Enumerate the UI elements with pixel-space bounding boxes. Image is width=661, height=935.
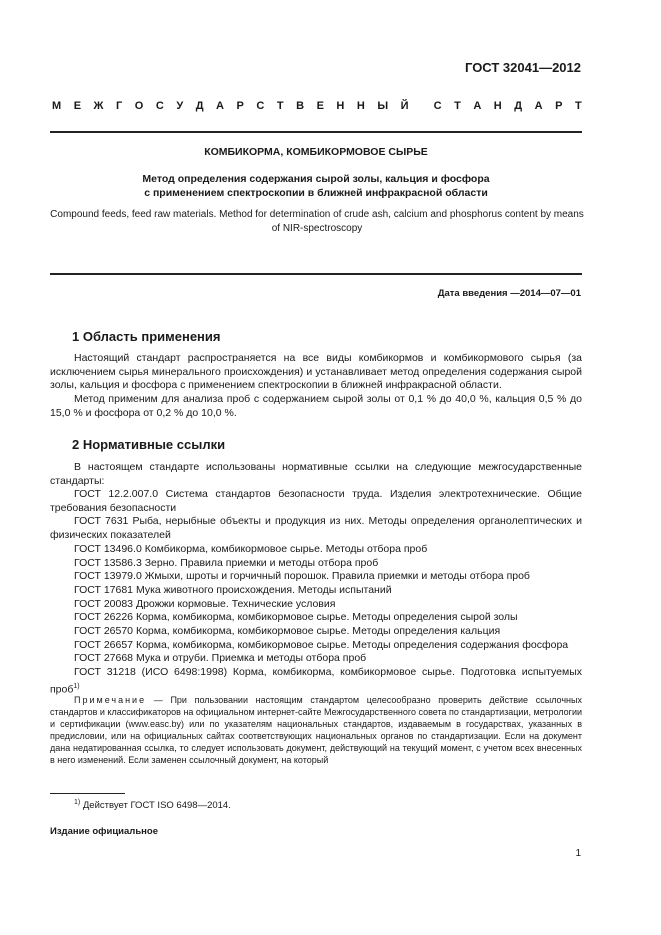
note-paragraph bbox=[50, 694, 582, 767]
header-letter: Т bbox=[276, 100, 284, 112]
footnote-mark: 1) bbox=[73, 682, 80, 690]
header-letter: Й bbox=[400, 100, 409, 112]
header-letter: У bbox=[176, 100, 184, 112]
header-letter: С bbox=[256, 100, 265, 112]
introduction-date: Дата введения —2014—07—01 bbox=[437, 288, 581, 299]
reference-text: Комбикорма, комбикормовое сырье. Методы отбора проб bbox=[144, 542, 428, 555]
header-letter: Р bbox=[236, 100, 244, 112]
reference-text: (ИСО 6498:1998) Корма, комбикорма, комбикормовое сырье. Подготовка испытуемых проб bbox=[50, 666, 582, 696]
reference-text: Мука и отруби. Приемка и методы отбора проб bbox=[135, 652, 367, 665]
english-title: Compound feeds, feed raw materials. Method for determination of crude ash, calcium and phosphorus content by means of NIR-spectroscopy bbox=[50, 209, 584, 234]
reference-text: Корма, комбикорма, комбикормовое сырье. Методы определения содержания фосфора bbox=[135, 638, 569, 651]
reference-text: Жмыхи, шроты и горчичный порошок. Правила приемки и методы отбора проб bbox=[144, 570, 530, 583]
reference-text: Зерно. Правила приемки и методы отбора проб bbox=[144, 556, 379, 569]
page-number: 1 bbox=[575, 848, 581, 859]
header-letter: О bbox=[134, 100, 144, 112]
reference-code: ГОСТ 20083 bbox=[74, 597, 134, 610]
footnote-separator bbox=[50, 793, 125, 794]
header-letter: М bbox=[52, 100, 62, 112]
header-letter: Г bbox=[116, 100, 123, 112]
header-letter: Ж bbox=[93, 100, 104, 112]
reference-code: ГОСТ 12.2.007.0 bbox=[74, 488, 159, 500]
edition-label: Издание официальное bbox=[50, 826, 158, 837]
reference-code: ГОСТ 13586.3 bbox=[74, 556, 142, 569]
reference-text: Дрожжи кормовые. Технические условия bbox=[135, 597, 336, 610]
footnote: $^{1)}$ Действует ГОСТ ISO 6498—2014. bbox=[74, 799, 231, 812]
header-letter: С bbox=[433, 100, 442, 112]
header-letter: Р bbox=[555, 100, 563, 112]
header-letter: А bbox=[216, 100, 224, 112]
reference-code: ГОСТ 7631 bbox=[74, 515, 129, 528]
header-letter: А bbox=[534, 100, 543, 112]
subtitle-line-2: с применением спектроскопии в ближней инфракрасной области bbox=[144, 187, 488, 199]
reference-code: ГОСТ 27668 bbox=[74, 652, 134, 665]
reference-item bbox=[50, 598, 582, 612]
reference-item bbox=[50, 611, 582, 625]
normative-references-list bbox=[50, 488, 582, 697]
section-1-paragraph-2: Метод применим для анализа проб с содержанием сырой золы от 0,1 % до 40,0 %, кальция 0,5 % до 15,0 % и фосфора от 0,2 % до 10,0 %. bbox=[50, 393, 582, 419]
header-letter: Е bbox=[73, 100, 82, 112]
reference-item bbox=[50, 625, 582, 639]
reference-item bbox=[50, 639, 582, 653]
note-text: — При пользовании настоящим стандартом целесообразно проверить действие ссылочных стандартов и классификаторов на официальном интернет-сайте Межгосударственного совета по стандартизации, метрологии и сертификации (www.easc.by) или по указателям национальных стандартов, издаваемым в государствах, указанных в предисловии, или на официальных сайтах соответствующих национальных органов по стандартизации. Если на документ дана недатированная ссылка, то следует использовать документ, действующий на текущий момент, с учетом всех внесенных в него изменений. Если заменен ссылочный документ, на который bbox=[50, 695, 582, 766]
header-letter: Н bbox=[356, 100, 365, 112]
header-letter: В bbox=[296, 100, 305, 112]
bottom-divider bbox=[50, 273, 582, 275]
section-2-intro: В настоящем стандарте использованы нормативные ссылки на следующие межгосударственные стандарты: bbox=[50, 461, 582, 487]
header-letter: А bbox=[473, 100, 482, 112]
header-letter: Д bbox=[514, 100, 523, 112]
reference-text: Корма, комбикорма, комбикормовое сырье. Методы определения кальция bbox=[135, 625, 501, 638]
header-letter: Н bbox=[493, 100, 502, 112]
reference-item bbox=[50, 488, 582, 515]
standard-type-header bbox=[52, 100, 582, 112]
reference-item bbox=[50, 543, 582, 557]
document-code: ГОСТ 32041—2012 bbox=[465, 60, 581, 75]
reference-text: Мука животного происхождения. Методы испытаний bbox=[135, 583, 392, 596]
header-letter: Н bbox=[336, 100, 345, 112]
reference-text: Система стандартов безопасности труда. Изделия электротехнические. Общие требования безопасности bbox=[50, 488, 582, 514]
reference-code: ГОСТ 26657 bbox=[74, 638, 134, 651]
section-2-heading: 2 Нормативные ссылки bbox=[72, 437, 226, 452]
header-letter: С bbox=[155, 100, 164, 112]
reference-item bbox=[50, 652, 582, 666]
reference-item bbox=[50, 584, 582, 598]
reference-code: ГОСТ 26570 bbox=[74, 625, 134, 638]
reference-code: ГОСТ 26226 bbox=[74, 611, 134, 624]
reference-item bbox=[50, 515, 582, 542]
note-label: Примечание bbox=[74, 695, 147, 705]
header-letter: Д bbox=[195, 100, 204, 112]
reference-text: Рыба, нерыбные объекты и продукция из них. Методы определения органолептических и физических показателей bbox=[50, 515, 583, 542]
top-divider bbox=[50, 131, 582, 133]
header-letter: Т bbox=[454, 100, 461, 112]
reference-item bbox=[50, 557, 582, 571]
header-letter: Ы bbox=[377, 100, 389, 112]
header-letter: Т bbox=[574, 100, 582, 112]
reference-code: ГОСТ 13979.0 bbox=[74, 570, 142, 583]
reference-code: ГОСТ 17681 bbox=[74, 583, 134, 596]
reference-code: ГОСТ 31218 bbox=[74, 666, 136, 679]
document-title: КОМБИКОРМА, КОМБИКОРМОВОЕ СЫРЬЕ bbox=[204, 146, 428, 158]
reference-text: Корма, комбикорма, комбикормовое сырье. Методы определения сырой золы bbox=[135, 611, 518, 624]
section-1-heading: 1 Область применения bbox=[72, 329, 221, 344]
reference-item bbox=[50, 570, 582, 584]
subtitle-line-1: Метод определения содержания сырой золы, кальция и фосфора bbox=[142, 173, 490, 185]
header-letter: Е bbox=[316, 100, 324, 112]
reference-item bbox=[50, 666, 582, 697]
reference-code: ГОСТ 13496.0 bbox=[74, 542, 142, 555]
section-1-paragraph-1: Настоящий стандарт распространяется на все виды комбикормов и комбикормового сырья (за исключением сырья минерального происхождения) и устанавливает метод определения содержания сырой золы, кальция и фосфора с применением спектроскопии в ближней инфракрасной области. bbox=[50, 352, 582, 392]
